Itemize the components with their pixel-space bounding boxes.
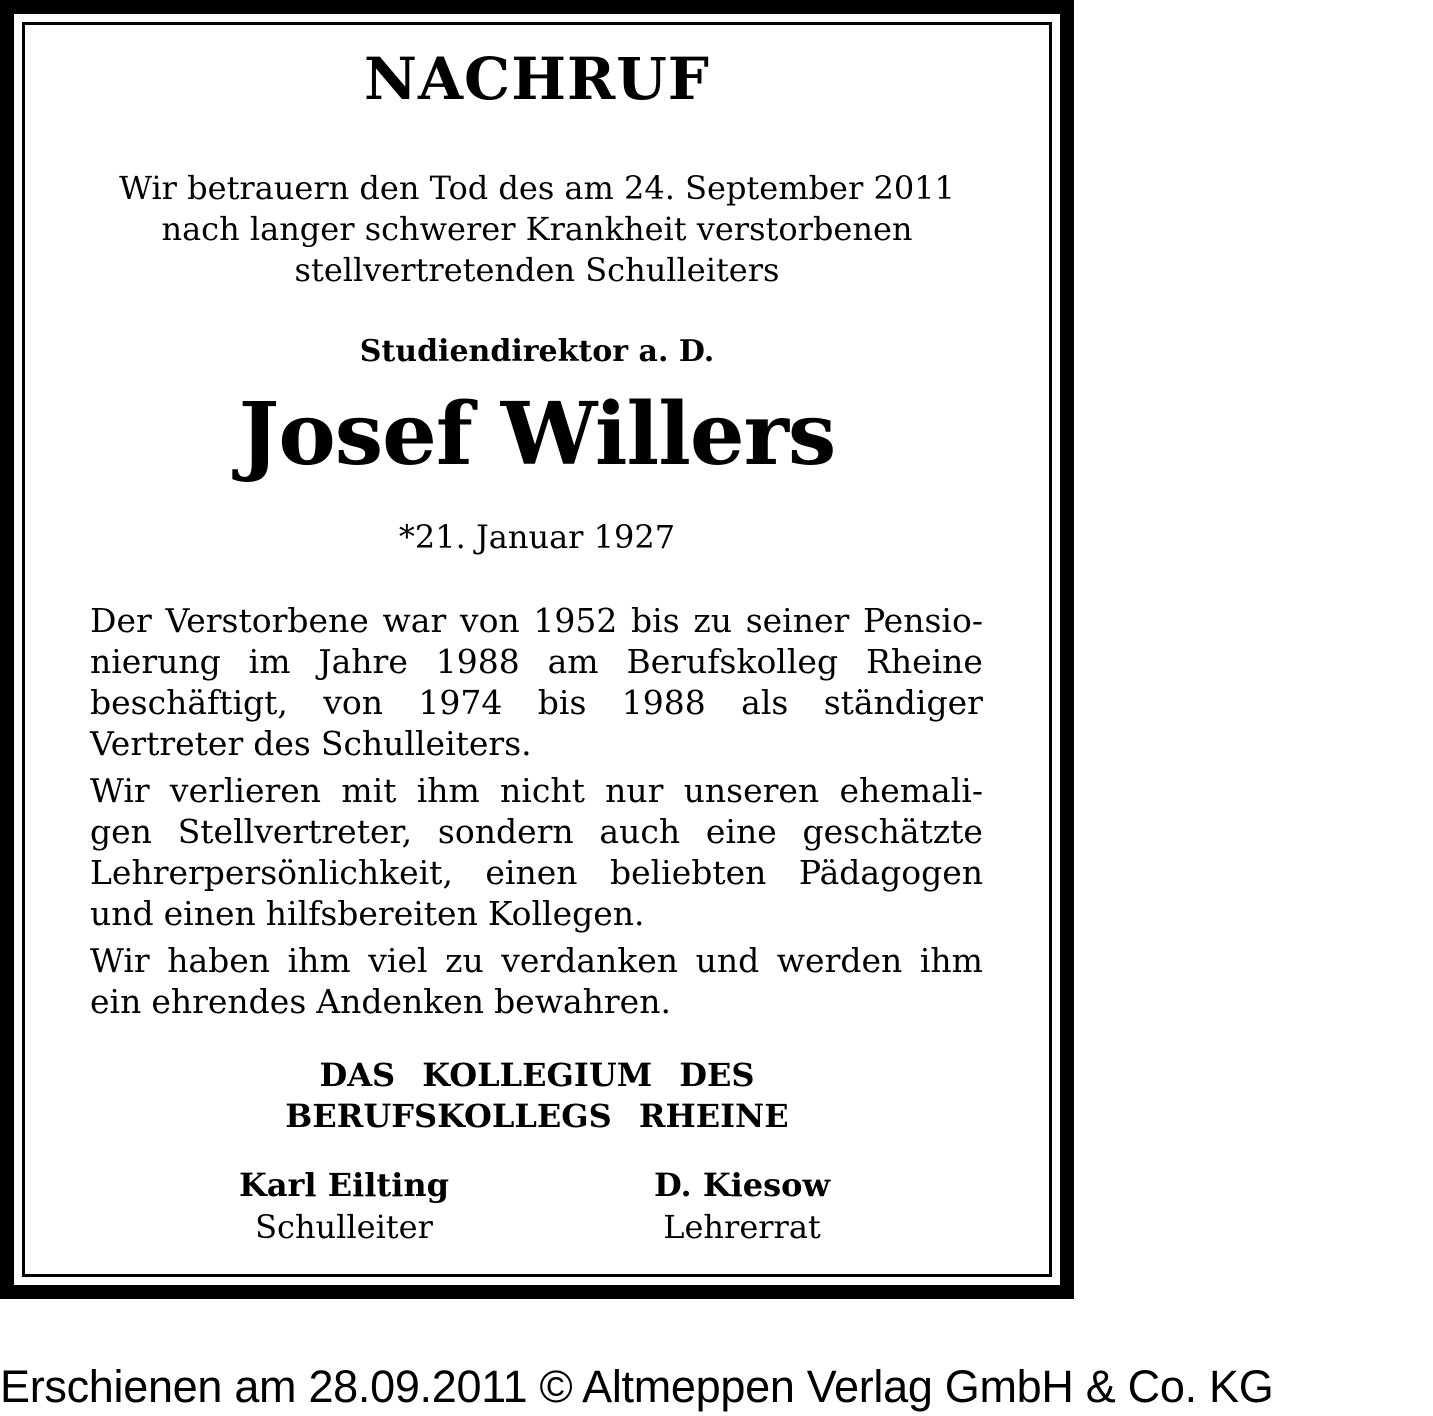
body-paragraph bbox=[90, 600, 983, 764]
deceased-rank: Studiendirektor a. D. bbox=[359, 334, 715, 369]
body-paragraph bbox=[90, 770, 983, 934]
group-line: BERUFSKOLLEGS RHEINE bbox=[285, 1097, 789, 1135]
intro-line: stellvertretenden Schulleiters bbox=[294, 251, 780, 289]
body-paragraph bbox=[90, 940, 983, 1022]
body-line: Lehrerpersönlichkeit, einen beliebten Pädagogen bbox=[90, 853, 983, 892]
group-line: DAS KOLLEGIUM DES bbox=[319, 1056, 755, 1094]
signer-name: Karl Eilting bbox=[239, 1166, 449, 1204]
intro-text bbox=[0, 168, 1074, 291]
body-line: ein ehrendes Andenken bewahren. bbox=[90, 982, 671, 1021]
body-line: Wir haben ihm viel zu verdanken und werden ihm bbox=[90, 941, 983, 980]
deceased-name: Josef Willers bbox=[238, 384, 836, 485]
body-line: beschäftigt, von 1974 bis 1988 als ständiger bbox=[90, 683, 983, 722]
body-line: Vertreter des Schulleiters. bbox=[90, 724, 532, 763]
body-line: Der Verstorbene war von 1952 bis zu seiner Pensio- bbox=[90, 601, 983, 640]
intro-line: nach langer schwerer Krankheit verstorbenen bbox=[161, 210, 913, 248]
body-line: gen Stellvertreter, sondern auch eine geschätzte bbox=[90, 812, 983, 851]
signer-right bbox=[562, 1164, 922, 1248]
birth-date: *21. Januar 1927 bbox=[398, 518, 676, 556]
publication-footer: Erschienen am 28.09.2011 © Altmeppen Verlag GmbH & Co. KG bbox=[0, 1361, 1274, 1412]
body-line: und einen hilfsbereiten Kollegen. bbox=[90, 894, 645, 933]
body-line: nierung im Jahre 1988 am Berufskolleg Rheine bbox=[90, 642, 983, 681]
signer-role: Schulleiter bbox=[255, 1208, 433, 1246]
intro-line: Wir betrauern den Tod des am 24. September 2011 bbox=[119, 169, 955, 207]
obituary-body bbox=[90, 600, 983, 1022]
signing-group bbox=[0, 1055, 1074, 1137]
signer-name: D. Kiesow bbox=[653, 1166, 831, 1204]
body-line: Wir verlieren mit ihm nicht nur unseren ehemali- bbox=[90, 771, 983, 810]
signer-role: Lehrerrat bbox=[663, 1208, 821, 1246]
obituary-title: NACHRUF bbox=[364, 45, 710, 113]
signer-left bbox=[164, 1164, 524, 1248]
